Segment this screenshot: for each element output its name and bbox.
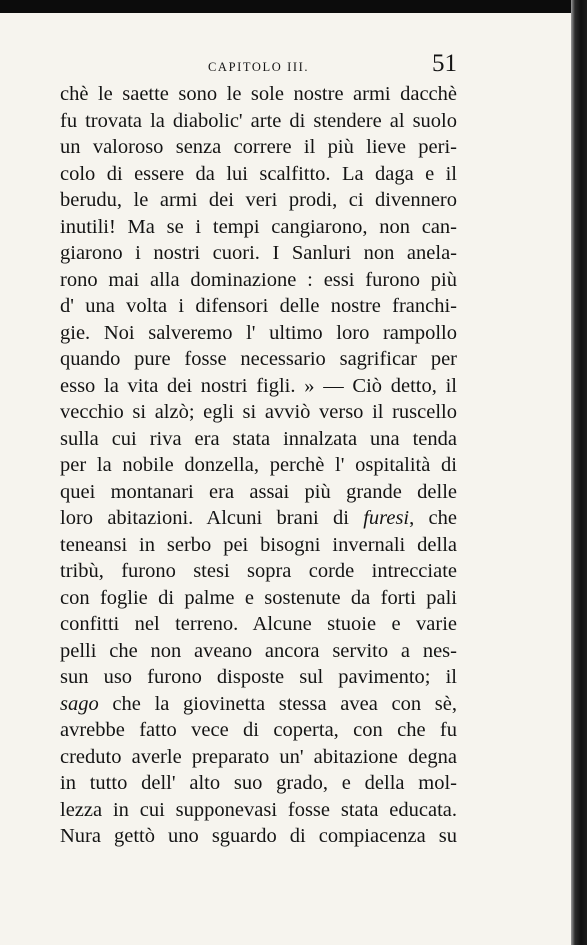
text-line: berudu, le armi dei veri prodi, ci divennero [60, 189, 457, 211]
text-line: sulla cui riva era stata innalzata una tenda [60, 427, 457, 450]
text-line: quando pure fosse necessario sagrificar per [60, 348, 457, 370]
text-line: avrebbe fatto vece di coperta, con che fu [60, 719, 457, 741]
text-line: chè le saette sono le sole nostre armi dacchè [60, 83, 457, 105]
text-line-with-italic [60, 691, 457, 718]
text-segment: che la giovinetta stessa avea con sè, [98, 692, 457, 715]
text-line: lezza in cui supponevasi fosse stata educata. [60, 798, 457, 821]
text-line: in tutto dell' alto suo grado, e della mol- [60, 772, 457, 794]
text-line: colo di essere da lui scalfitto. La daga e il [60, 162, 457, 185]
text-line: giarono i nostri cuori. I Sanluri non anela- [60, 242, 457, 264]
text-line: un valoroso senza correre il più lieve peri- [60, 136, 457, 158]
page-number: 51 [432, 50, 457, 77]
text-line: teneansi in serbo pei bisogni invernali della [60, 533, 457, 556]
text-line-with-italic [60, 505, 457, 532]
text-line: fu trovata la diabolic' arte di stendere al suolo [60, 109, 457, 132]
text-segment: , che [409, 507, 457, 529]
text-line: quei montanari era assai più grande delle [60, 480, 457, 503]
text-line: Nura gettò uno sguardo di compiacenza su [60, 825, 457, 847]
scan-border-top [0, 0, 587, 13]
body-text [60, 81, 457, 850]
text-segment: loro abitazioni. Alcuni brani di [60, 507, 364, 529]
text-line: gie. Noi salveremo l' ultimo loro rampollo [60, 321, 457, 344]
text-line: tribù, furono stesi sopra corde intrecciate [60, 560, 457, 582]
text-line: confitti nel terreno. Alcune stuoie e varie [60, 613, 457, 635]
text-line: con foglie di palme e sostenute da forti pali [60, 586, 457, 609]
running-title: CAPITOLO III. [208, 60, 310, 74]
text-line: vecchio si alzò; egli si avviò verso il ruscello [60, 401, 457, 423]
text-line: d' una volta i difensori delle nostre franchi- [60, 295, 457, 317]
text-line: inutili! Ma se i tempi cangiarono, non can- [60, 215, 457, 238]
italic-term-sago: sago [60, 692, 99, 715]
text-line: pelli che non aveano ancora servito a nes- [60, 639, 457, 662]
italic-term-furesi: furesi [363, 507, 410, 529]
text-line: sun uso furono disposte sul pavimento; il [60, 666, 457, 688]
scan-border-right [571, 0, 587, 945]
text-line: esso la vita dei nostri figli. » — Ciò detto, il [60, 374, 457, 397]
text-line: rono mai alla dominazione : essi furono più [60, 268, 457, 291]
text-line: creduto averle preparato un' abitazione degna [60, 745, 457, 768]
text-line: per la nobile donzella, perchè l' ospitalità di [60, 454, 457, 476]
